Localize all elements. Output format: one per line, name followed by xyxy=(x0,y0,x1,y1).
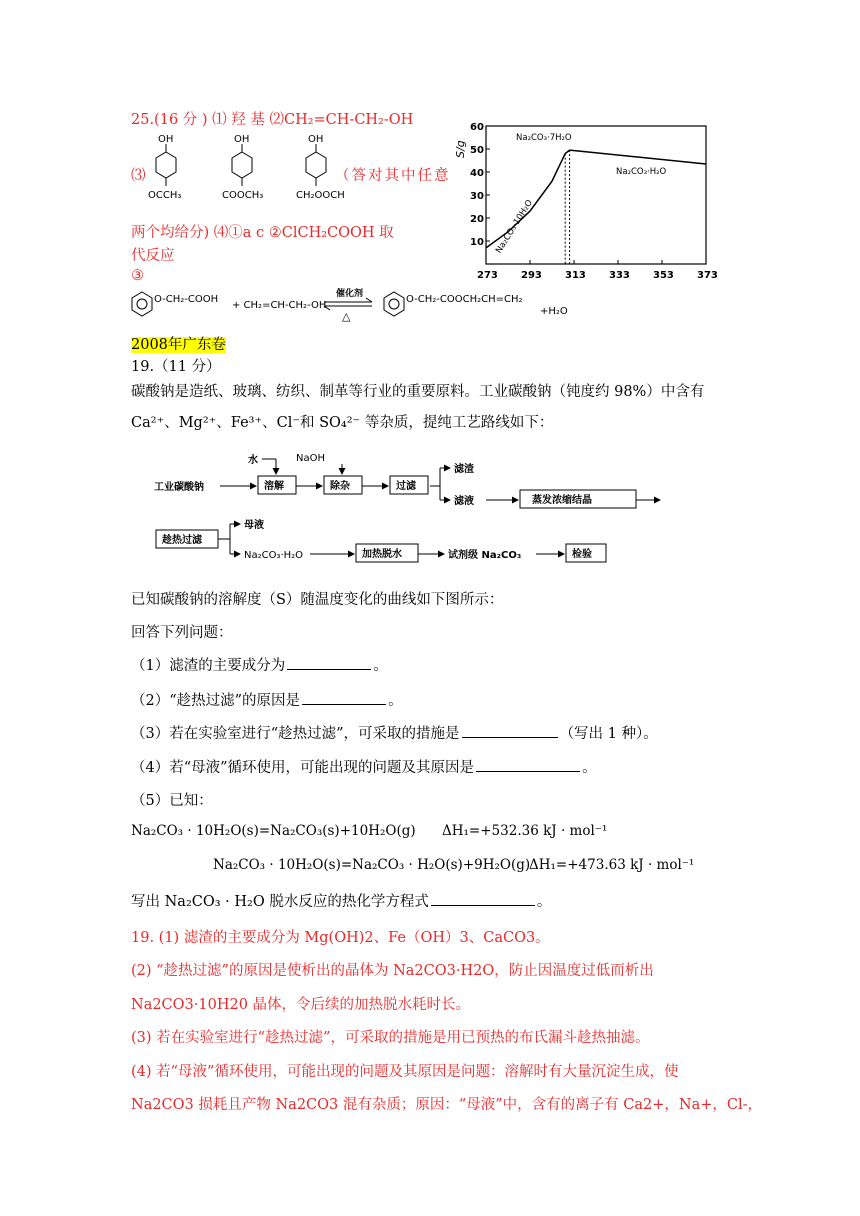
answer19-1: 19. (1) 滤渣的主要成分为 Mg(OH)2、Fe（OH）3、CaCO3。 xyxy=(131,930,550,946)
reactant-alcohol: + CH₂=CH-CH₂-OH xyxy=(232,300,327,311)
reactant-acid: O-CH₂-COOH xyxy=(154,294,219,305)
x-tick-label: 353 xyxy=(653,270,674,281)
answer19-4a: (4) 若“母液”循环使用，可能出现的问题及其原因是问题：溶解时有大量沉淀生成，使 xyxy=(131,1064,679,1080)
answer19-2a: (2) “趁热过滤”的原因是使析出的晶体为 Na2CO3·H2O，防止因温度过低而析出 xyxy=(131,963,654,979)
answer19-3: (3) 若在实验室进行“趁热过滤”，可采取的措施是用已预热的布氏漏斗趁热抽滤。 xyxy=(131,1030,650,1046)
heat-symbol: △ xyxy=(342,310,351,323)
answer25-line3: 两个均给分) ⑷①a c ②ClCH₂COOH 取 xyxy=(131,225,394,241)
blank-4 xyxy=(476,757,580,772)
blank-2 xyxy=(302,690,386,705)
answer25-line5: ③ xyxy=(131,268,144,284)
x-tick-label: 333 xyxy=(609,270,630,281)
structure-3-top: OH xyxy=(308,134,324,145)
blank-1 xyxy=(287,655,371,670)
q19-sub3: （3）若在实验室进行“趁热过滤”，可采取的措施是 （写出 1 种）。 xyxy=(131,722,658,743)
structure-3-bottom: CH₂OOCH xyxy=(296,190,345,201)
q19-sub5: （5）已知： xyxy=(131,793,213,809)
structure-1-bottom: OCCH₃ xyxy=(148,190,182,201)
label-7h2o: Na₂CO₃·7H₂O xyxy=(516,133,572,143)
answer25-line2-prefix: ⑶ xyxy=(131,168,146,184)
x-tick-label: 293 xyxy=(521,270,542,281)
esterification-reaction xyxy=(128,284,588,324)
y-tick-label: 30 xyxy=(470,191,484,202)
node-hotfilter: 趁热过滤 xyxy=(162,535,202,546)
node-filtrate: 滤液 xyxy=(454,496,474,507)
y-tick-label: 20 xyxy=(470,214,484,225)
structure-1-top: OH xyxy=(158,134,174,145)
equation-1-enthalpy: ΔH₁=+532.36 kJ · mol⁻¹ xyxy=(442,823,608,839)
purification-flowchart xyxy=(140,448,700,573)
y-tick-label: 60 xyxy=(470,122,484,133)
input-water: 水 xyxy=(248,455,258,466)
label-10h2o: Na₂CO₃·10H₂O xyxy=(494,198,535,256)
series-line-2 xyxy=(570,150,706,164)
equation-1: Na₂CO₃ · 10H₂O(s)=Na₂CO₃(s)+10H₂O(g) xyxy=(131,823,416,839)
q19-intro-1: 碳酸钠是造纸、玻璃、纺织、制革等行业的重要原料。工业碳酸钠（钝度约 98%）中含有 xyxy=(131,384,705,400)
equation-2: Na₂CO₃ · 10H₂O(s)=Na₂CO₃ · H₂O(s)+9H₂O(g) xyxy=(213,857,531,873)
x-ticks xyxy=(477,260,718,281)
y-tick-label: 40 xyxy=(470,168,484,179)
q19-known: 已知碳酸钠的溶解度（S）随温度变化的曲线如下图所示： xyxy=(131,592,504,608)
x-tick-label: 373 xyxy=(697,270,718,281)
x-tick-label: 313 xyxy=(565,270,586,281)
answer19-4b: Na2CO3 损耗且产物 Na2CO3 混有杂质；原因：“母液”中，含有的离子有 Ca2+，Na+，Cl-， xyxy=(131,1097,763,1113)
input-naoh: NaOH xyxy=(296,453,325,464)
structure-1 xyxy=(148,134,181,201)
plot-frame xyxy=(486,126,706,264)
blank-3 xyxy=(462,723,558,738)
equation-2-enthalpy: ΔH₁=+473.63 kJ · mol⁻¹ xyxy=(529,857,695,873)
y-axis-label: S/g xyxy=(454,140,467,158)
q19-sub5-prompt: 写出 Na₂CO₃ · H₂O 脱水反应的热化学方程式 。 xyxy=(131,890,551,911)
label-h2o: Na₂CO₃·H₂O xyxy=(616,167,667,177)
node-dissolve: 溶解 xyxy=(264,481,284,492)
y-tick-label: 10 xyxy=(470,237,484,248)
node-evap: 蒸发浓缩结晶 xyxy=(532,495,592,506)
blank-5 xyxy=(431,891,535,906)
y-tick-label: 50 xyxy=(470,145,484,156)
answer25-line2-suffix: （答对其中任意 xyxy=(335,168,451,184)
x-tick-label: 273 xyxy=(477,270,498,281)
structure-2 xyxy=(222,134,263,201)
q19-answer-prompt: 回答下列问题： xyxy=(131,625,233,641)
y-ticks xyxy=(470,122,490,248)
catalyst-label: 催化剂 xyxy=(336,289,364,299)
structure-2-top: OH xyxy=(234,134,250,145)
q19-sub1: （1）滤渣的主要成分为 。 xyxy=(131,654,388,675)
node-heat: 加热脱水 xyxy=(362,549,402,560)
node-remove: 除杂 xyxy=(330,481,350,492)
q19-title: 19.（11 分） xyxy=(131,359,221,375)
node-residue: 滤渣 xyxy=(454,464,474,475)
solubility-chart xyxy=(448,116,720,286)
answer19-2b: Na2CO3·10H20 晶体，令后续的加热脱水耗时长。 xyxy=(131,997,471,1013)
q19-sub4: （4）若“母液”循环使用，可能出现的问题及其原因是 。 xyxy=(131,756,597,777)
node-filter: 过滤 xyxy=(396,481,416,492)
node-start: 工业碳酸钠 xyxy=(154,482,204,493)
year-heading: 2008年广东卷 xyxy=(131,337,226,353)
node-product: 试剂级 Na₂CO₃ xyxy=(448,550,522,561)
product-ester: O-CH₂-COOCH₂CH=CH₂ xyxy=(406,294,523,305)
answer25-line4: 代反应 xyxy=(131,248,175,264)
structure-2-bottom: COOCH₃ xyxy=(222,190,264,201)
series-line-1 xyxy=(565,150,569,153)
product-water: +H₂O xyxy=(540,306,568,317)
answer25-line1: 25.(16 分 ) ⑴ 羟 基 ⑵CH₂=CH-CH₂-OH xyxy=(131,112,414,128)
solubility-curves xyxy=(486,150,706,264)
node-test: 检验 xyxy=(572,549,592,560)
node-crystal: Na₂CO₃·H₂O xyxy=(244,550,304,561)
q19-intro-2: Ca²⁺、Mg²⁺、Fe³⁺、Cl⁻和 SO₄²⁻ 等杂质，提纯工艺路线如下： xyxy=(131,415,554,431)
node-mother: 母液 xyxy=(244,520,264,531)
q19-sub2: （2）“趁热过滤”的原因是 。 xyxy=(131,689,403,710)
